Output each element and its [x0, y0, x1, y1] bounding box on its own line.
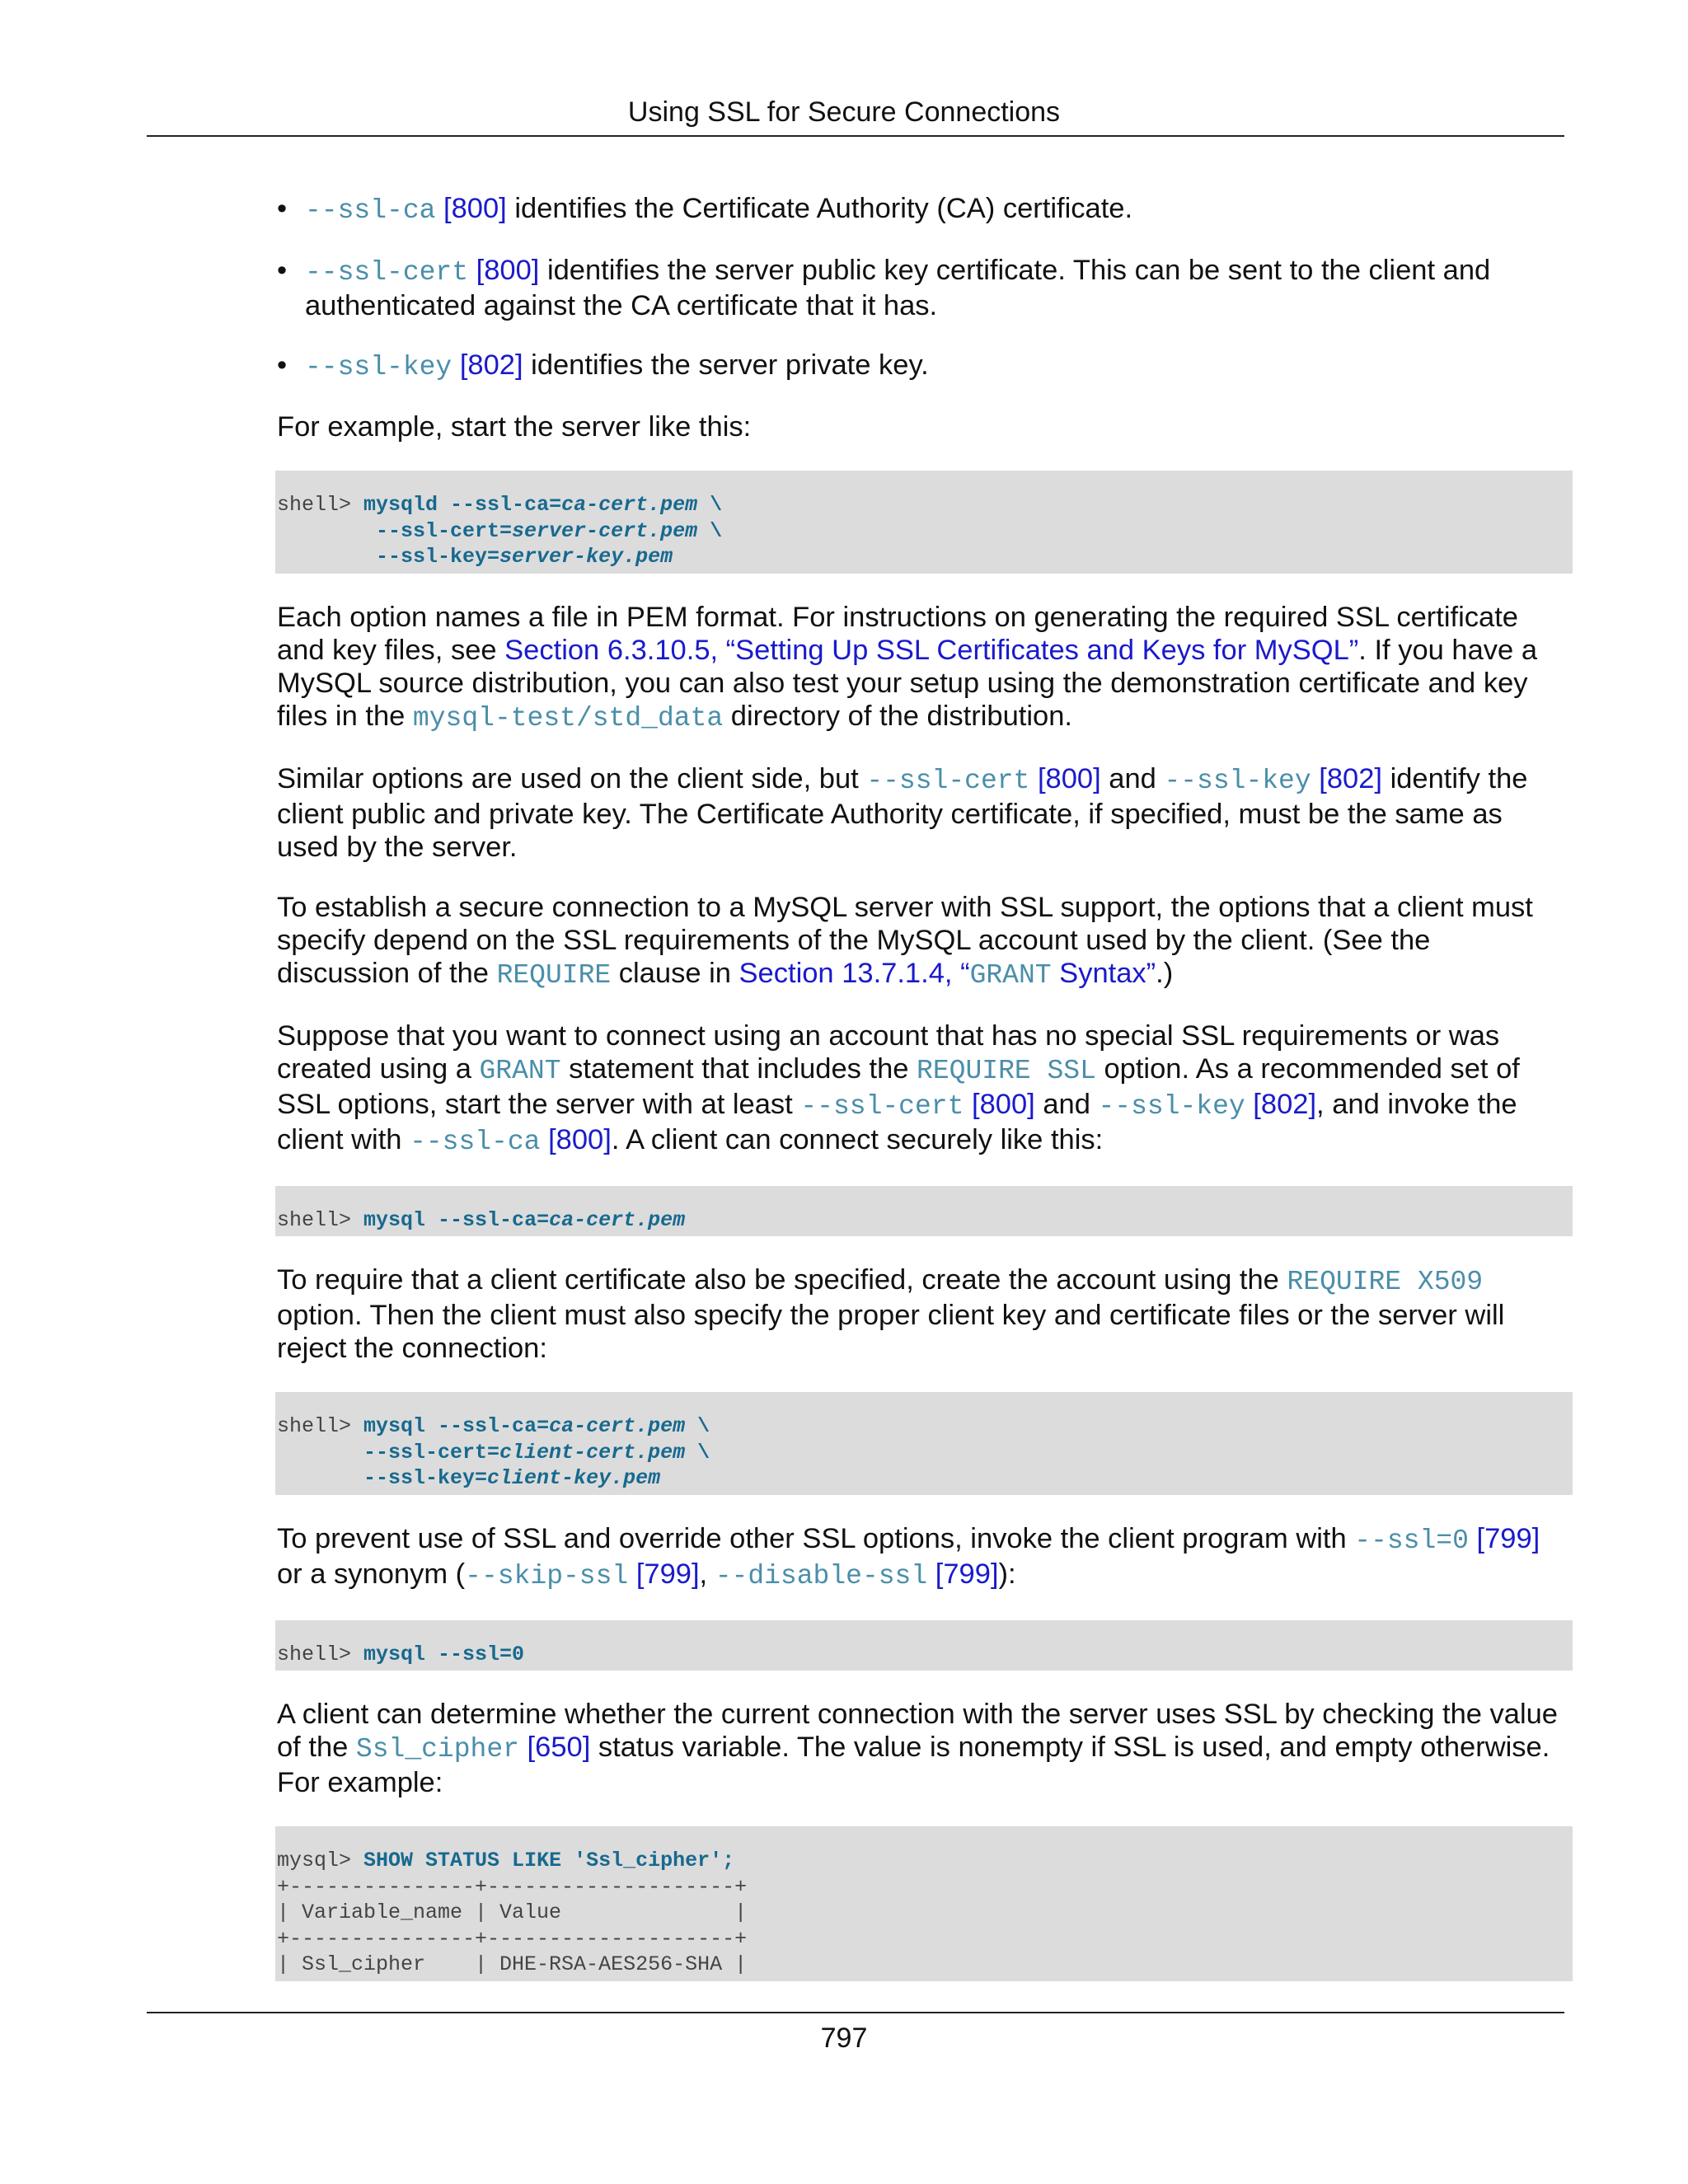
section-link[interactable]: Section 13.7.1.4, “GRANT Syntax”	[738, 957, 1156, 991]
code-block-show-status: mysql> SHOW STATUS LIKE 'Ssl_cipher'; +---------------+--------------------+ | Variable_name | Value | +---------------+--------------------+ | Ssl_cipher | DHE-RSA-AES256-SHA |	[275, 1826, 1573, 1981]
option-list	[277, 192, 1571, 384]
ref-link[interactable]: [650]	[527, 1732, 591, 1763]
paragraph: A client can determine whether the current connection with the server uses SSL by checking the value of the Ssl_cipher [650] status variable. The value is nonempty if SSL is used, and empty otherwise. For example:	[277, 1699, 1558, 1798]
page-number: 797	[820, 2022, 868, 2054]
paragraph: To require that a client certificate also be specified, create the account using the REQUIRE X509 option. Then the client must also specify the proper client key and certificate files or the server will reject the connection:	[277, 1264, 1505, 1364]
ref-link[interactable]: [800]	[476, 255, 540, 286]
option-ssl-cert: --ssl-cert	[305, 257, 469, 288]
footer-rule	[147, 2012, 1564, 2013]
paragraph: Each option names a file in PEM format. For instructions on generating the required SSL certificate and key files, see Section 6.3.10.5, “Setting Up SSL Certificates and Keys for MySQL”. If you have a MySQL source distribution, you can also test your setup using the demonstration certificate and key files in the mysql-test/std_data directory of the distribution.	[277, 601, 1538, 733]
option-ssl-ca: --ssl-ca	[305, 195, 436, 226]
ref-link[interactable]: [800]	[548, 1123, 612, 1155]
ref-link[interactable]: [802]	[1319, 762, 1382, 794]
paragraph: For example, start the server like this:	[277, 411, 752, 443]
section-link[interactable]: Section 6.3.10.5, “Setting Up SSL Certificates and Keys for MySQL”	[504, 634, 1359, 666]
ref-link[interactable]: [800]	[1037, 762, 1101, 794]
header-rule	[147, 135, 1564, 137]
code-block-server-start: shell> mysqld --ssl-ca=ca-cert.pem \ --ssl-cert=server-cert.pem \ --ssl-key=server-key.pem	[275, 471, 1573, 574]
ref-link[interactable]: [802]	[1253, 1088, 1317, 1120]
paragraph: To establish a secure connection to a MySQL server with SSL support, the options that a client must specify depend on the SSL requirements of the MySQL account used by the client. (See the discussion of the REQUIRE clause in Section 13.7.1.4, “GRANT Syntax”.)	[277, 891, 1533, 991]
list-item: • --ssl-cert [800] identifies the server public key certificate. This can be sent to the client and authenticated against the CA certificate that it has.	[277, 255, 1491, 321]
code-block-disable-ssl: shell> mysql --ssl=0	[275, 1620, 1573, 1671]
list-item: • --ssl-ca [800] identifies the Certificate Authority (CA) certificate.	[277, 193, 1133, 226]
code-block-client-connect: shell> mysql --ssl-ca=ca-cert.pem	[275, 1186, 1573, 1237]
ref-link[interactable]: [799]	[935, 1558, 999, 1590]
paragraph: Suppose that you want to connect using an account that has no special SSL requirements or was created using a GRANT statement that includes the REQUIRE SSL option. As a recommended set of SSL options, start the server with at least --ssl-cert [800] and --ssl-key [802], and invoke the client with --ssl-ca [800]. A client can connect securely like this:	[277, 1019, 1520, 1157]
list-item: • --ssl-key [802] identifies the server private key.	[277, 349, 929, 382]
paragraph: Similar options are used on the client side, but --ssl-cert [800] and --ssl-key [802] identify the client public and private key. The Certificate Authority certificate, if specified, must be the same as used by the server.	[277, 762, 1528, 863]
document-body	[277, 192, 1571, 2008]
ref-link[interactable]: [799]	[635, 1558, 700, 1590]
ref-link[interactable]: [800]	[972, 1088, 1035, 1120]
code-block-client-cert: shell> mysql --ssl-ca=ca-cert.pem \ --ssl-cert=client-cert.pem \ --ssl-key=client-key.pem	[275, 1392, 1573, 1495]
paragraph: To prevent use of SSL and override other SSL options, invoke the client program with --ssl=0 [799] or a synonym (--skip-ssl [799], --disable-ssl [799]):	[277, 1522, 1540, 1591]
option-ssl-key: --ssl-key	[305, 352, 452, 382]
page-header-title: Using SSL for Secure Connections	[627, 96, 1061, 128]
ref-link[interactable]: [802]	[459, 349, 523, 381]
ref-link[interactable]: [799]	[1476, 1522, 1540, 1554]
ref-link[interactable]: [800]	[443, 193, 507, 224]
